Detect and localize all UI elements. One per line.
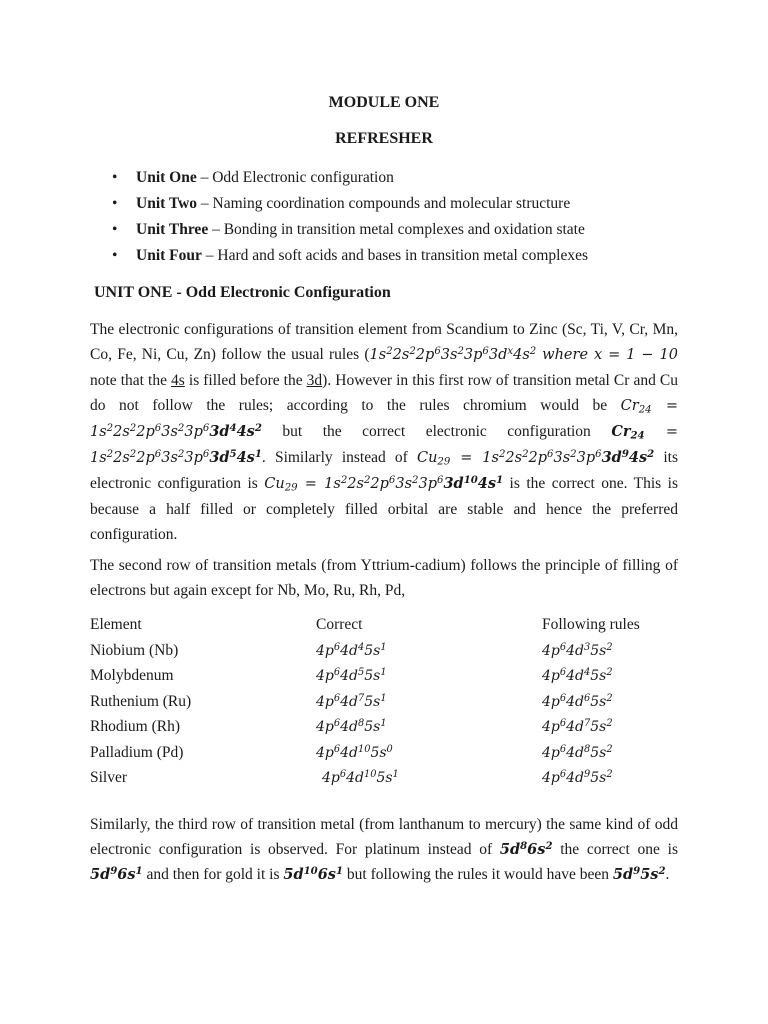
bullet-icon: • xyxy=(112,247,118,264)
formula-au-correct: $5d^{10}6s^1$ xyxy=(283,864,344,883)
header-element: Element xyxy=(90,616,142,633)
list-item: • Unit Two – Naming coordination compounds and molecular structure xyxy=(112,193,672,219)
paragraph-first-row: The electronic configurations of transition element from Scandium to Zinc (Sc, Ti, V, Cr, Mn, Co, Fe, Ni, Cu, Zn) follow the usual rules ($1s^22s^22p^63s^23p^63d^x4s^2$ where x = 1 − 10 note that the 4s is filled before the 3d). However in this first row of transition metal Cr and Cu do not follow the rules; according to the rules chromium would be $Cr_{24} = 1s^22s^22p^63s^23p^63d^44s^2$ but the correct electronic configuration $Cr_{24} = 1s^22s^22p^63s^23p^63d^54s^1$. Similarly instead of $Cu_{29} = 1s^22s^22p^63s^23p^63d^94s^2$ its electronic configuration is $Cu_{29} = 1s^22s^22p^63s^23p^63d^{10}4s^1$ is the correct one. This is because a half filled or completely filled orbital are stable and hence the preferred configuration. xyxy=(90,321,678,543)
list-item: • Unit Four – Hard and soft acids and bases in transition metal complexes xyxy=(112,245,672,271)
header-correct: Correct xyxy=(316,616,363,633)
table-row: Niobium (Nb) $4p^64d^45s^1$ $4p^64d^35s^2$ xyxy=(90,641,613,659)
table-row: Silver $4p^64d^{10}5s^1$ $4p^64d^95s^2$ xyxy=(90,769,613,786)
module-subtitle: REFRESHER xyxy=(335,130,433,147)
formula-pt-correct: $5d^96s^1$ xyxy=(90,864,143,883)
table-header xyxy=(90,613,690,639)
module-title: MODULE ONE xyxy=(328,94,440,111)
list-item: • Unit Three – Bonding in transition metal complexes and oxidation state xyxy=(112,219,672,245)
unit-desc: Naming coordination compounds and molecular structure xyxy=(212,195,571,212)
unit-desc: Odd Electronic configuration xyxy=(212,169,394,186)
unit-desc: Hard and soft acids and bases in transition metal complexes xyxy=(217,247,588,264)
table-row: Palladium (Pd) $4p^64d^{10}5s^0$ $4p^64d^85s^2$ xyxy=(90,743,613,761)
section-title: UNIT ONE - Odd Electronic Configuration xyxy=(94,284,391,301)
unit-name: Unit Two xyxy=(136,195,198,212)
paragraph-third-row: Similarly, the third row of transition metal (from lanthanum to mercury) the same kind of odd electronic configuration is observed. For platinum instead of $5d^86s^2$ the correct one is $5d^96s^1$ and then for gold it is $5d^{10}6s^1$ but following the rules it would have been $5d^95s^2$. xyxy=(90,816,678,883)
formula-cr-correct: $Cr_{24} = 1s^22s^22p^63s^23p^63d^54s^1$ xyxy=(90,423,678,466)
unit-name: Unit Three xyxy=(136,221,209,238)
formula-general: $1s^22s^22p^63s^23p^63d^x4s^2$ where x = 1 − 10 xyxy=(369,345,678,363)
list-item: • Unit One – Odd Electronic configuration xyxy=(112,167,672,193)
formula-cr-rules: $Cr_{24} = 1s^22s^22p^63s^23p^63d^44s^2$ xyxy=(90,398,678,440)
bullet-icon: • xyxy=(112,221,118,238)
table-row: Molybdenum $4p^64d^55s^1$ $4p^64d^45s^2$ xyxy=(90,667,613,684)
unit-name: Unit Four xyxy=(136,247,202,264)
paragraph-second-row: The second row of transition metals (from Yttrium-cadium) follows the principle of filling of electrons but again except for Nb, Mo, Ru, Rh, Pd, xyxy=(90,557,678,599)
header-rules: Following rules xyxy=(542,616,640,633)
formula-au-rules: $5d^95s^2$ xyxy=(612,864,666,883)
bullet-icon: • xyxy=(112,169,118,186)
formula-pt-rules: $5d^86s^2$ xyxy=(499,839,553,858)
table-row: Rhodium (Rh) $4p^64d^85s^1$ $4p^64d^75s^2$ xyxy=(90,718,613,735)
formula-cu-correct: $Cu_{29} = 1s^22s^22p^63s^23p^63d^{10}4s^1$ xyxy=(264,473,504,494)
unit-name: Unit One xyxy=(136,169,197,186)
unit-desc: Bonding in transition metal complexes and oxidation state xyxy=(223,221,585,238)
bullet-icon: • xyxy=(112,195,118,212)
formula-cu-rules: $Cu_{29} = 1s^22s^22p^63s^23p^63d^94s^2$ xyxy=(416,447,655,468)
unit-list xyxy=(112,167,672,271)
configuration-table xyxy=(90,613,690,792)
table-row: Ruthenium (Ru) $4p^64d^75s^1$ $4p^64d^65s^2$ xyxy=(90,692,613,710)
